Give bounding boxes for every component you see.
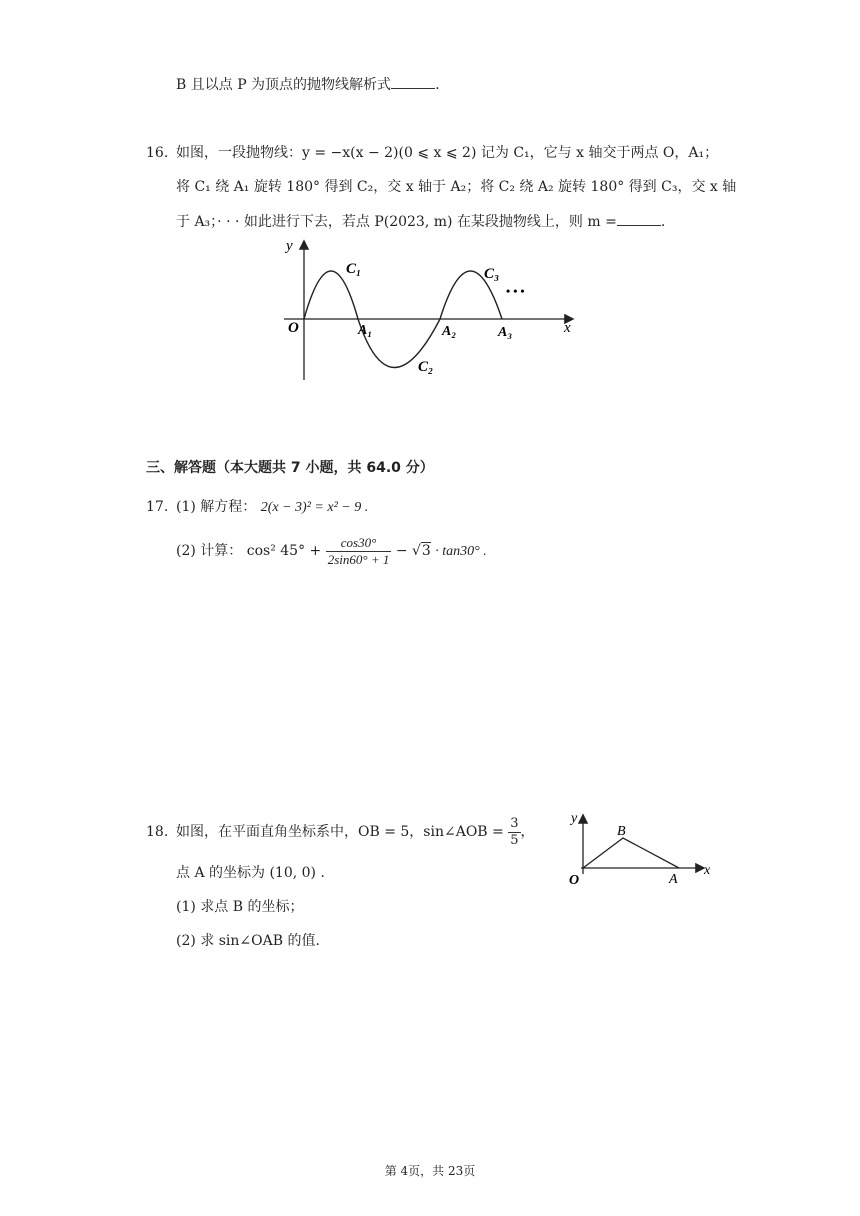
triangle-oba [583, 838, 679, 868]
q17-part-2-lead: cos² 45° + [246, 543, 322, 559]
q18-line-2: 点 A 的坐标为 (10, 0) . [176, 865, 325, 881]
question-number-16: 16. [146, 145, 169, 161]
x-axis-label: x [704, 863, 711, 878]
curve-label-c1: C₁ [346, 261, 362, 277]
q16-line-3-suffix: . [660, 214, 666, 230]
continuation-dots: • • • [506, 284, 525, 298]
curve-label-c2: C₂ [418, 359, 434, 375]
q17-part-1 [176, 497, 368, 518]
answer-blank [391, 74, 435, 89]
q17-part-2-label: (2) 计算： [176, 543, 243, 559]
fraction-numerator: cos30° [326, 535, 392, 552]
q18-part-2: (2) 求 sin∠OAB 的值. [176, 933, 320, 949]
point-a-label: A [669, 872, 678, 887]
q16-line-1: 如图，一段抛物线：y = −x(x − 2)(0 ⩽ x ⩽ 2) 记为 C₁，它与 x 轴交于两点 O，A₁； [176, 145, 719, 161]
q15-tail-suffix: . [435, 77, 440, 93]
q18-part-1: (1) 求点 B 的坐标； [176, 899, 304, 915]
question-number-18: 18. [146, 824, 169, 840]
y-axis-label: y [286, 238, 293, 254]
q16-line-3-prefix: 于 A₃；· · · 如此进行下去，若点 P(2023, m) 在某段抛物线上，则 m = [176, 214, 617, 230]
curve-label-c3: C₃ [484, 266, 500, 282]
minus-sign: − [395, 543, 408, 559]
q17-part-2-tail: · tan30° . [435, 544, 487, 559]
q17-fraction [326, 535, 392, 568]
point-label-a3: A₃ [498, 325, 513, 340]
q16-parabola-figure [280, 236, 580, 384]
sqrt-argument: 3 [421, 543, 431, 559]
fraction-denominator: 2sin60° + 1 [327, 551, 390, 567]
answer-blank [617, 211, 661, 226]
fraction-denominator: 5 [510, 832, 519, 848]
origin-label: O [569, 873, 580, 888]
section-heading: 三、解答题（本大题共 7 小题，共 64.0 分） [146, 460, 434, 476]
q18-fraction [508, 816, 520, 849]
q17-part-1-label: (1) 解方程： [176, 499, 257, 515]
point-label-a1: A₁ [358, 323, 373, 338]
q16-line-2: 将 C₁ 绕 A₁ 旋转 180° 得到 C₂，交 x 轴于 A₂；将 C₂ 绕 A₂ 旋转 180° 得到 C₃，交 x 轴 [176, 179, 737, 195]
sqrt-sign: √ [412, 543, 421, 559]
q18-line-1-suffix: ， [520, 824, 535, 840]
q18-triangle-figure [565, 808, 715, 888]
q16-line-3 [176, 211, 665, 232]
page-footer: 第 4页，共 23页 [384, 1164, 476, 1178]
y-axis-label: y [571, 811, 578, 826]
point-label-a2: A₂ [442, 324, 457, 339]
q18-line-1-prefix: 如图，在平面直角坐标系中，OB = 5，sin∠AOB = [176, 824, 504, 840]
curve-c1 [304, 271, 358, 319]
q15-tail-line [176, 74, 440, 95]
q15-tail-prefix: B 且以点 P 为顶点的抛物线解析式 [176, 77, 392, 93]
q18-line-1 [176, 814, 535, 850]
q17-part-2 [176, 533, 487, 570]
fraction-numerator: 3 [510, 815, 519, 831]
origin-label: O [288, 320, 299, 336]
q17-part-1-equation: 2(x − 3)² = x² − 9 . [260, 500, 369, 515]
question-number-17: 17. [146, 499, 169, 515]
point-b-label: B [617, 824, 626, 839]
x-axis-label: x [564, 320, 571, 336]
